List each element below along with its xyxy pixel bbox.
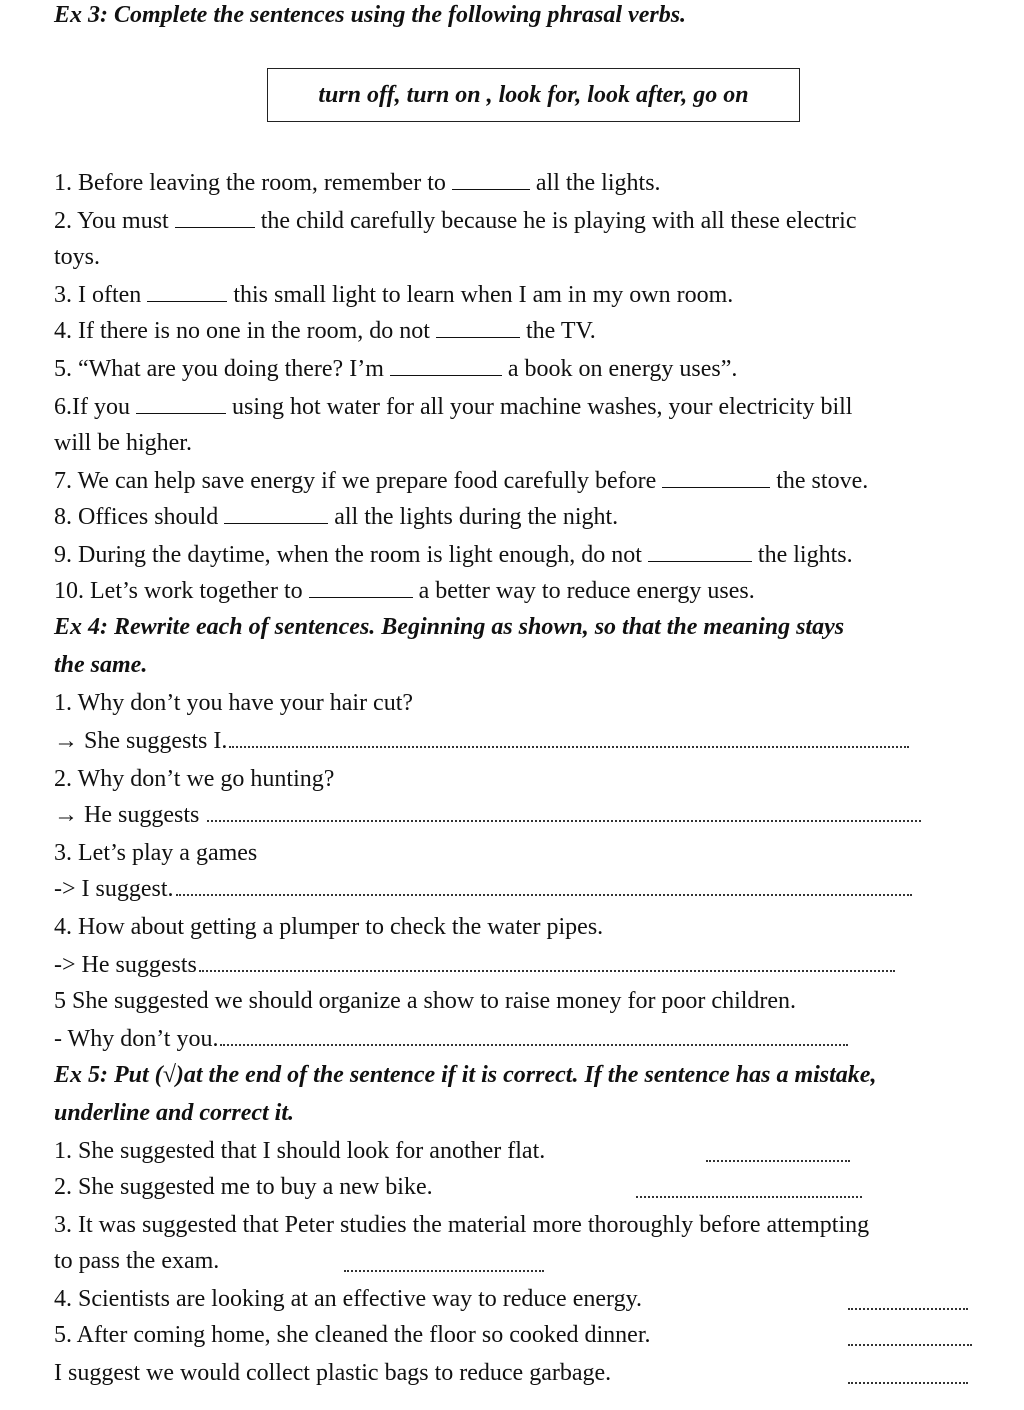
ex3-sentence-3 — [54, 280, 733, 310]
answer-blank[interactable] — [452, 185, 530, 190]
ex5-sentence-3: 3. It was suggested that Peter studies the material more thoroughly before attempting — [54, 1212, 870, 1238]
answer-line[interactable] — [229, 744, 909, 748]
ex4-question-4: 4. How about getting a plumper to check the water pipes. — [54, 914, 604, 940]
sentence-text: 1. Before leaving the room, remember to — [54, 170, 446, 196]
word-box: turn off, turn on , look for, look after, go on — [267, 68, 800, 122]
sentence-text: 10. Let’s work together to — [54, 578, 303, 604]
answer-prompt: → He suggests — [54, 802, 200, 828]
check-line[interactable] — [636, 1194, 862, 1198]
ex3-sentence-7 — [54, 466, 868, 496]
ex5-sentence-2: 2. She suggested me to buy a new bike. — [54, 1174, 433, 1200]
answer-prompt: -> I suggest. — [54, 876, 174, 902]
sentence-text: the child carefully because he is playing with all these electric — [260, 208, 857, 234]
ex3-sentence-6-cont: will be higher. — [54, 430, 192, 456]
ex3-sentence-8 — [54, 502, 618, 532]
sentence-text: 6.If you — [54, 394, 130, 420]
ex3-heading: Ex 3: Complete the sentences using the following phrasal verbs. — [54, 2, 687, 28]
answer-blank[interactable] — [390, 371, 502, 376]
ex3-sentence-1 — [54, 168, 661, 198]
answer-blank[interactable] — [662, 483, 770, 488]
ex5-sentence-5: 5. After coming home, she cleaned the floor so cooked dinner. — [54, 1322, 651, 1348]
sentence-text: 2. You must — [54, 208, 169, 234]
check-line[interactable] — [848, 1342, 972, 1346]
ex4-answer-2 — [54, 800, 921, 830]
sentence-text: the stove. — [776, 468, 869, 494]
sentence-text: all the lights. — [535, 170, 661, 196]
answer-blank[interactable] — [147, 297, 227, 302]
ex3-sentence-10 — [54, 576, 755, 606]
sentence-text: 3. I often — [54, 282, 142, 308]
ex4-question-2: 2. Why don’t we go hunting? — [54, 766, 335, 792]
ex4-question-5: 5 She suggested we should organize a show to raise money for poor children. — [54, 988, 797, 1014]
ex3-sentence-2 — [54, 206, 856, 236]
check-line[interactable] — [848, 1306, 968, 1310]
answer-blank[interactable] — [309, 593, 413, 598]
check-line[interactable] — [706, 1158, 850, 1162]
ex3-sentence-2-cont: toys. — [54, 244, 101, 270]
ex4-heading-cont: the same. — [54, 652, 148, 678]
answer-line[interactable] — [199, 968, 895, 972]
ex5-sentence-1: 1. She suggested that I should look for another flat. — [54, 1138, 546, 1164]
answer-prompt: → She suggests I. — [54, 728, 228, 754]
sentence-text: 5. “What are you doing there? I’m — [54, 356, 384, 382]
sentence-text: a better way to reduce energy uses. — [418, 578, 755, 604]
answer-blank[interactable] — [175, 223, 255, 228]
ex3-sentence-6 — [54, 392, 852, 422]
sentence-text: this small light to learn when I am in my own room. — [233, 282, 734, 308]
ex4-answer-3 — [54, 874, 912, 904]
answer-prompt: - Why don’t you. — [54, 1026, 219, 1052]
ex4-heading: Ex 4: Rewrite each of sentences. Beginning as shown, so that the meaning stays — [54, 614, 845, 640]
ex3-sentence-9 — [54, 540, 853, 570]
ex4-answer-5 — [54, 1024, 848, 1054]
ex3-sentence-5 — [54, 354, 737, 384]
sentence-text: all the lights during the night. — [334, 504, 619, 530]
sentence-text: the lights. — [757, 542, 853, 568]
answer-line[interactable] — [207, 818, 921, 822]
sentence-text: a book on energy uses”. — [507, 356, 738, 382]
sentence-text: 4. If there is no one in the room, do not — [54, 318, 430, 344]
answer-line[interactable] — [220, 1042, 848, 1046]
sentence-text: the TV. — [525, 318, 596, 344]
ex5-heading-cont: underline and correct it. — [54, 1100, 295, 1126]
ex4-answer-4 — [54, 950, 895, 980]
check-line[interactable] — [848, 1380, 968, 1384]
ex4-question-3: 3. Let’s play a games — [54, 840, 258, 866]
ex5-sentence-3-cont: to pass the exam. — [54, 1248, 220, 1274]
sentence-text: 9. During the daytime, when the room is light enough, do not — [54, 542, 642, 568]
ex4-answer-1 — [54, 726, 909, 756]
answer-blank[interactable] — [224, 519, 328, 524]
ex5-heading: Ex 5: Put (√)at the end of the sentence if it is correct. If the sentence has a mistake, — [54, 1062, 877, 1088]
sentence-text: using hot water for all your machine washes, your electricity bill — [231, 394, 853, 420]
ex5-sentence-4: 4. Scientists are looking at an effective way to reduce energy. — [54, 1286, 643, 1312]
ex4-question-1: 1. Why don’t you have your hair cut? — [54, 690, 414, 716]
answer-blank[interactable] — [648, 557, 752, 562]
ex5-sentence-6: I suggest we would collect plastic bags to reduce garbage. — [54, 1360, 612, 1386]
sentence-text: 7. We can help save energy if we prepare food carefully before — [54, 468, 657, 494]
answer-blank[interactable] — [436, 333, 520, 338]
sentence-text: 8. Offices should — [54, 504, 219, 530]
answer-blank[interactable] — [136, 409, 226, 414]
ex3-sentence-4 — [54, 316, 596, 346]
answer-line[interactable] — [176, 892, 912, 896]
check-line[interactable] — [344, 1268, 544, 1272]
answer-prompt: -> He suggests — [54, 952, 197, 978]
